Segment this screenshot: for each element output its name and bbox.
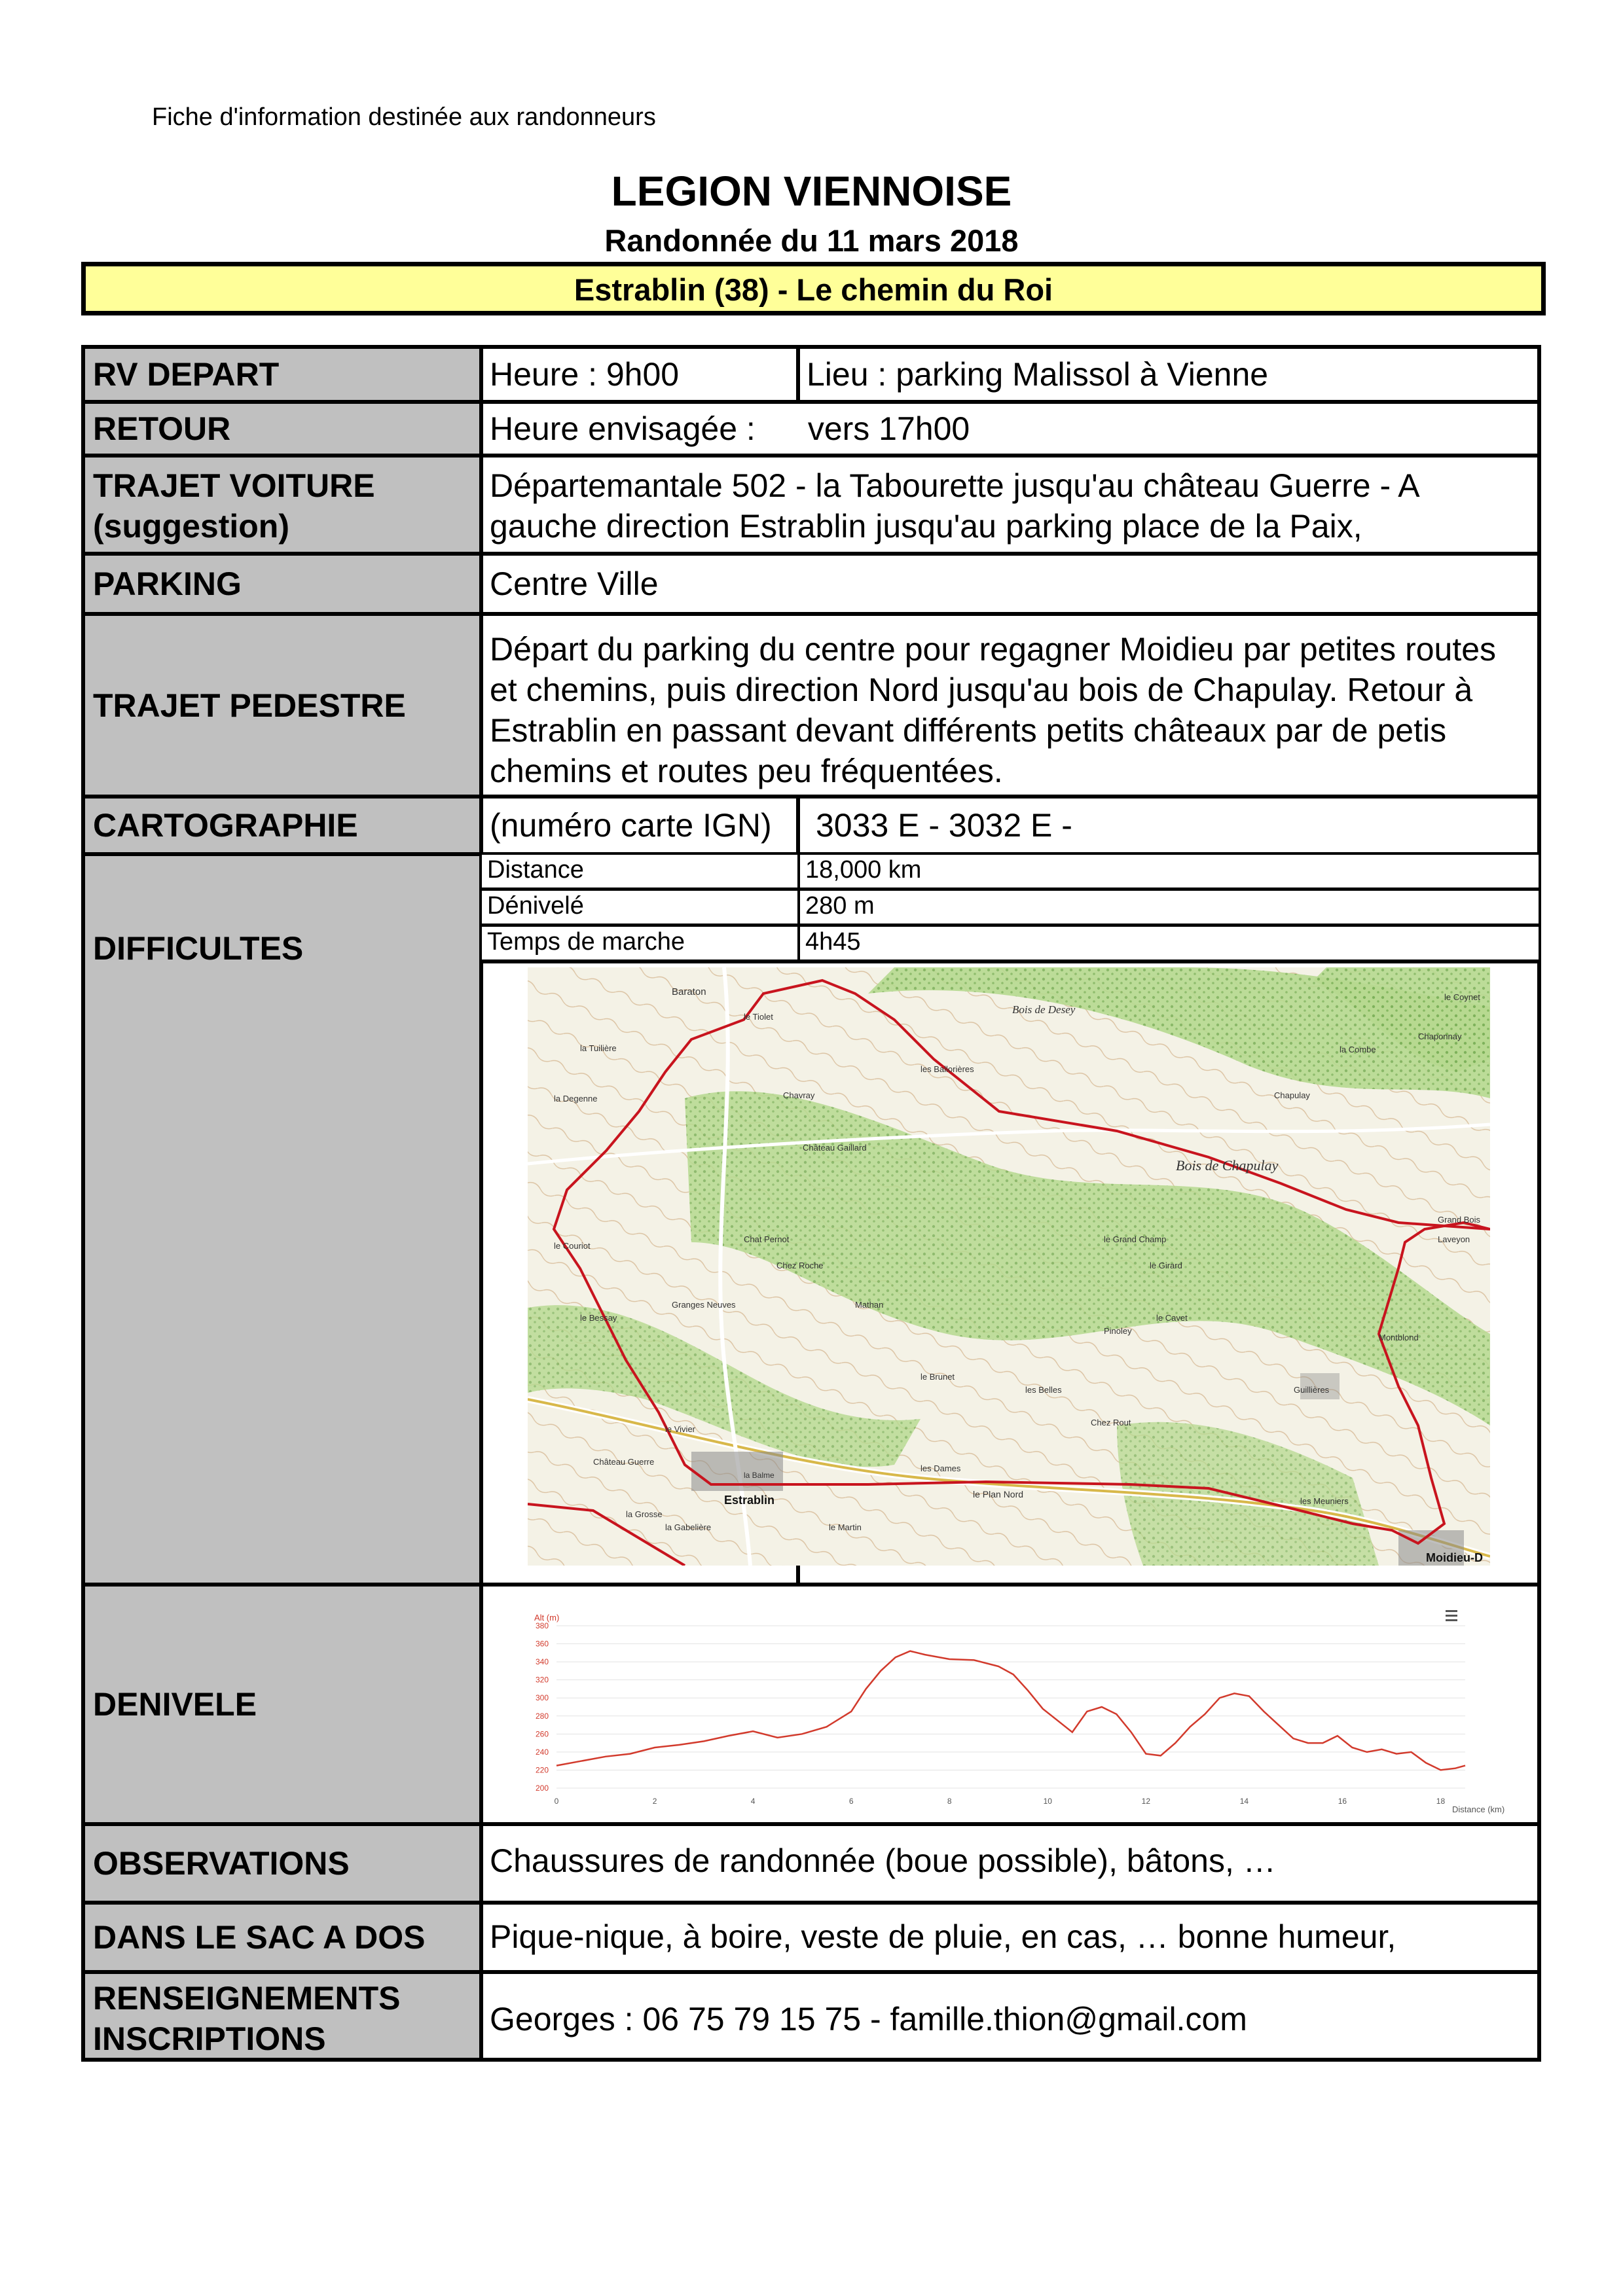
map-label: le Martin	[829, 1522, 862, 1532]
profile-x-tick-label: 6	[848, 1797, 854, 1806]
profile-y-axis-label: Alt (m)	[534, 1613, 560, 1623]
observations-label: OBSERVATIONS	[81, 1822, 483, 1905]
difficulte-temps-value: 4h45	[797, 924, 1541, 962]
topographic-map	[528, 967, 1490, 1566]
observations-value: Chaussures de randonnée (boue possible), bâtons, …	[479, 1822, 1541, 1905]
map-label: les Dames	[921, 1463, 961, 1473]
map-label: le Vivier	[665, 1424, 696, 1434]
trajet-pedestre-line3: Estrablin en passant devant différents petits châteaux par de petis	[490, 712, 1447, 749]
trajet-voiture-line2: gauche direction Estrablin jusqu'au parking place de la Paix,	[490, 508, 1362, 545]
carte-ign-label: (numéro carte IGN)	[479, 795, 800, 856]
map-label: Laveyon	[1438, 1234, 1470, 1244]
map-label: Granges Neuves	[672, 1300, 736, 1310]
difficulte-distance-name: Distance	[479, 852, 800, 890]
profile-y-tick-label: 300	[535, 1693, 549, 1703]
chart-menu-icon[interactable]	[1446, 1610, 1457, 1621]
map-label: Chez Rout	[1091, 1418, 1131, 1427]
retour-heure-label: Heure envisagée :	[490, 410, 756, 447]
profile-x-tick-label: 10	[1043, 1797, 1052, 1806]
map-label: Chapulay	[1274, 1090, 1310, 1100]
map-label: Baraton	[672, 986, 706, 997]
trajet-pedestre-text	[479, 612, 1541, 798]
profile-x-tick-label: 8	[947, 1797, 952, 1806]
map-label: Guillières	[1294, 1385, 1330, 1395]
map-label: les Meuniers	[1300, 1496, 1349, 1506]
difficultes-label: DIFFICULTES	[81, 852, 483, 1587]
map-label: le Grand Champ	[1104, 1234, 1167, 1244]
trajet-voiture-label-line1: TRAJET VOITURE	[93, 467, 375, 504]
map-label: Estrablin	[724, 1494, 775, 1507]
profile-y-tick-label: 340	[535, 1657, 549, 1667]
difficulte-temps-name: Temps de marche	[479, 924, 800, 962]
hike-name-band	[81, 262, 1546, 315]
map-label: le Bessay	[580, 1313, 617, 1323]
map-label: le Girard	[1150, 1261, 1182, 1270]
profile-y-tick-label: 240	[535, 1747, 549, 1757]
retour-label: RETOUR	[81, 400, 483, 457]
sac-a-dos-value: Pique-nique, à boire, veste de pluie, en cas, … bonne humeur,	[479, 1901, 1541, 1974]
difficulte-denivele-value: 280 m	[797, 888, 1541, 926]
hike-name: Estrablin (38) - Le chemin du Roi	[574, 272, 1053, 307]
map-label: Bois de Desey	[1012, 1003, 1076, 1016]
map-label: Chavray	[783, 1090, 815, 1100]
map-label: le Cavet	[1156, 1313, 1188, 1323]
denivele-label: DENIVELE	[81, 1583, 483, 1826]
map-label: les Ballorières	[921, 1064, 974, 1074]
profile-x-ticks	[555, 1797, 1446, 1806]
map-label: le Plan Nord	[973, 1489, 1024, 1499]
elevation-profile-cell	[479, 1583, 1541, 1826]
difficulte-distance-value: 18,000 km	[797, 852, 1541, 890]
profile-x-tick-label: 18	[1436, 1797, 1446, 1806]
map-label: Pinoley	[1104, 1326, 1132, 1336]
profile-y-ticks	[536, 1621, 549, 1793]
profile-y-tick-label: 280	[535, 1711, 549, 1721]
profile-x-axis-label: Distance (km)	[1452, 1804, 1505, 1814]
profile-y-tick-label: 360	[535, 1639, 549, 1649]
profile-grid	[556, 1626, 1465, 1788]
topographic-map-drawing	[528, 967, 1490, 1566]
sac-a-dos-label: DANS LE SAC A DOS	[81, 1901, 483, 1974]
trajet-voiture-label	[81, 454, 483, 556]
renseignements-label-line1: RENSEIGNEMENTS	[93, 1980, 401, 2017]
map-label: Montblond	[1379, 1333, 1419, 1342]
retour-value	[479, 400, 1541, 457]
map-label: Grand Bois	[1438, 1215, 1481, 1225]
map-label: Bois de Chapulay	[1176, 1157, 1279, 1174]
trajet-pedestre-line4: chemins et routes peu fréquentées.	[490, 753, 1003, 789]
profile-x-tick-label: 2	[652, 1797, 657, 1806]
map-label: Mathan	[855, 1300, 884, 1310]
trajet-voiture-label-line2: (suggestion)	[93, 508, 289, 545]
map-label: le Tiolet	[744, 1012, 773, 1022]
map-label: Château Guerre	[593, 1457, 655, 1467]
profile-x-tick-label: 4	[750, 1797, 756, 1806]
map-label: la Grosse	[626, 1509, 663, 1519]
map-label: le Coynet	[1444, 992, 1480, 1002]
hike-date: Randonnée du 11 mars 2018	[604, 223, 1019, 258]
renseignements-label-line2: INSCRIPTIONS	[93, 2020, 326, 2057]
map-label: la Balme	[744, 1471, 775, 1480]
document-note: Fiche d'information destinée aux randonneurs	[152, 103, 656, 131]
rv-depart-lieu: Lieu : parking Malissol à Vienne	[796, 345, 1541, 404]
profile-y-tick-label: 380	[535, 1621, 549, 1630]
profile-y-tick-label: 320	[535, 1675, 549, 1685]
map-label: la Combe	[1340, 1045, 1376, 1054]
map-label: Chat Pernot	[744, 1234, 790, 1244]
trajet-pedestre-line1: Départ du parking du centre pour regagner Moidieu par petites routes	[490, 631, 1497, 668]
map-label: Château Gaillard	[803, 1143, 867, 1153]
cartographie-label: CARTOGRAPHIE	[81, 795, 483, 856]
carte-ign-value: 3033 E - 3032 E -	[796, 795, 1541, 856]
profile-x-tick-label: 16	[1338, 1797, 1347, 1806]
renseignements-value: Georges : 06 75 79 15 75 - famille.thion@gmail.com	[479, 1970, 1541, 2062]
parking-label: PARKING	[81, 552, 483, 616]
map-label: la Degenne	[554, 1094, 598, 1103]
profile-x-tick-label: 0	[554, 1797, 559, 1806]
profile-x-tick-label: 12	[1141, 1797, 1151, 1806]
map-label: le Couriot	[554, 1241, 591, 1251]
rv-depart-heure: Heure : 9h00	[479, 345, 800, 404]
trajet-voiture-line1: Départemantale 502 - la Tabourette jusqu'au château Guerre - A	[490, 467, 1420, 504]
rv-depart-label: RV DEPART	[81, 345, 483, 404]
parking-value: Centre Ville	[479, 552, 1541, 616]
organization-title: LEGION VIENNOISE	[611, 168, 1012, 215]
map-label: le Brunet	[921, 1372, 955, 1382]
map-label: Moidieu-D	[1426, 1551, 1483, 1564]
map-label: la Gabelière	[665, 1522, 712, 1532]
profile-y-tick-label: 220	[535, 1765, 549, 1775]
profile-y-tick-label: 260	[535, 1729, 549, 1739]
map-label: la Tuilière	[580, 1043, 617, 1053]
map-label: les Belles	[1025, 1385, 1062, 1395]
trajet-pedestre-label: TRAJET PEDESTRE	[81, 612, 483, 798]
trajet-pedestre-line2: et chemins, puis direction Nord jusqu'au bois de Chapulay. Retour à	[490, 672, 1473, 708]
difficulte-denivele-name: Dénivelé	[479, 888, 800, 926]
map-label: Chez Roche	[776, 1261, 824, 1270]
elevation-profile-chart	[483, 1587, 1537, 1822]
renseignements-label	[81, 1970, 483, 2062]
profile-x-tick-label: 14	[1239, 1797, 1249, 1806]
trajet-voiture-text	[479, 454, 1541, 556]
retour-heure-value: vers 17h00	[807, 410, 970, 447]
map-label: Chaponnay	[1418, 1031, 1462, 1041]
profile-y-tick-label: 200	[535, 1784, 549, 1793]
